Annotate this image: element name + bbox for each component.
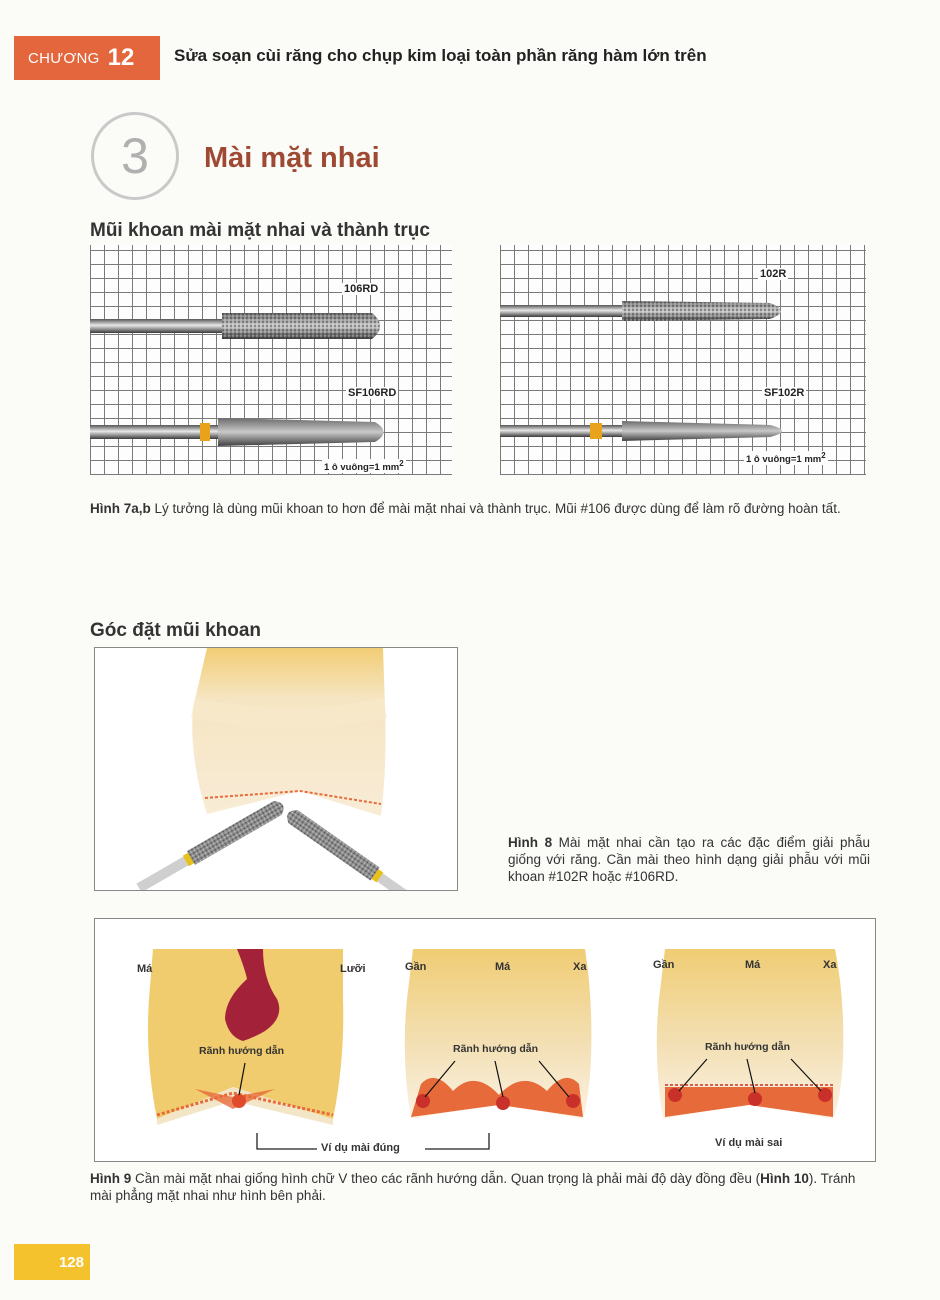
scale-label-right: 1 ô vuông=1 $mm^2$ <box>746 451 826 466</box>
figure-10-ref: Hình 10 <box>760 1171 809 1186</box>
burr-illustration-right <box>500 245 866 475</box>
section-number-circle: 3 <box>91 112 179 200</box>
panel2-label-right: Xa <box>573 961 587 973</box>
scale-label-left: 1 ô vuông=1 $mm^2$ <box>324 459 404 474</box>
figure-9-caption <box>90 1170 880 1204</box>
burr-label-sf106rd: SF106RD <box>348 387 397 399</box>
figure-8-illustration <box>95 648 457 890</box>
figure-9-frame <box>94 918 876 1162</box>
panel3-label-left: Gần <box>653 959 675 971</box>
panel1-groove-label: Rãnh hướng dẫn <box>199 1045 285 1057</box>
burr-heading: Mũi khoan mài mặt nhai và thành trục <box>90 220 430 241</box>
chapter-title: Sửa soạn cùi răng cho chụp kim loại toàn phần răng hàm lớn trên <box>174 46 707 65</box>
panel3-label-center: Má <box>745 959 761 971</box>
figure-9-text-1: Cần mài mặt nhai giống hình chữ V theo các rãnh hướng dẫn. Quan trọng là phải mài độ dày đồng đều ( <box>131 1171 761 1186</box>
figure-8-text: Mài mặt nhai cần tạo ra các đặc điểm giải phẫu giống với răng. Cần mài theo hình dạng giải phẫu với mũi khoan #102R hoặc #106RD. <box>508 835 870 884</box>
chapter-number: 12 <box>107 44 135 71</box>
figure-8-caption <box>508 834 870 885</box>
panel2-label-center: Má <box>495 961 511 973</box>
figure-7-label: Hình 7a,b <box>90 501 151 516</box>
chapter-word: CHƯƠNG <box>28 49 100 67</box>
burr-angle-heading: Góc đặt mũi khoan <box>90 620 262 641</box>
panel3-label-right: Xa <box>823 959 837 971</box>
section-title: Mài mặt nhai <box>204 142 380 174</box>
panel1-label-left: Má <box>137 963 153 975</box>
panel3-groove-label: Rãnh hướng dẫn <box>705 1041 791 1053</box>
figure-7-text: Lý tưởng là dùng mũi khoan to hơn để mài mặt nhai và thành trục. Mũi #106 được dùng để làm rõ đường hoàn tất. <box>150 501 841 516</box>
panel2-groove-label: Rãnh hướng dẫn <box>453 1043 539 1055</box>
figure-8-label: Hình 8 <box>508 835 553 850</box>
burr-label-102r: 102R <box>760 268 787 280</box>
chapter-badge <box>14 36 160 80</box>
panel2-label-left: Gần <box>405 961 427 973</box>
correct-example-label: Ví dụ mài đúng <box>321 1142 400 1154</box>
figure-9-illustration <box>95 919 875 1161</box>
burr-label-106rd: 106RD <box>344 283 379 295</box>
figure-8-frame <box>94 647 458 891</box>
burr-illustration-left <box>90 245 452 475</box>
burr-label-sf102r: SF102R <box>764 387 805 399</box>
figure-9-label: Hình 9 <box>90 1171 132 1186</box>
panel1-label-right: Lưỡi <box>340 963 366 975</box>
burr-photo-right <box>500 245 866 475</box>
figure-9-text-2: ). Tránh mài phẳng mặt nhai như hình bên phải. <box>90 1171 856 1203</box>
figure-7-caption <box>90 500 870 517</box>
wrong-example-label: Ví dụ mài sai <box>715 1137 783 1149</box>
page-number: 128 <box>14 1244 90 1280</box>
burr-photo-left <box>90 245 452 475</box>
